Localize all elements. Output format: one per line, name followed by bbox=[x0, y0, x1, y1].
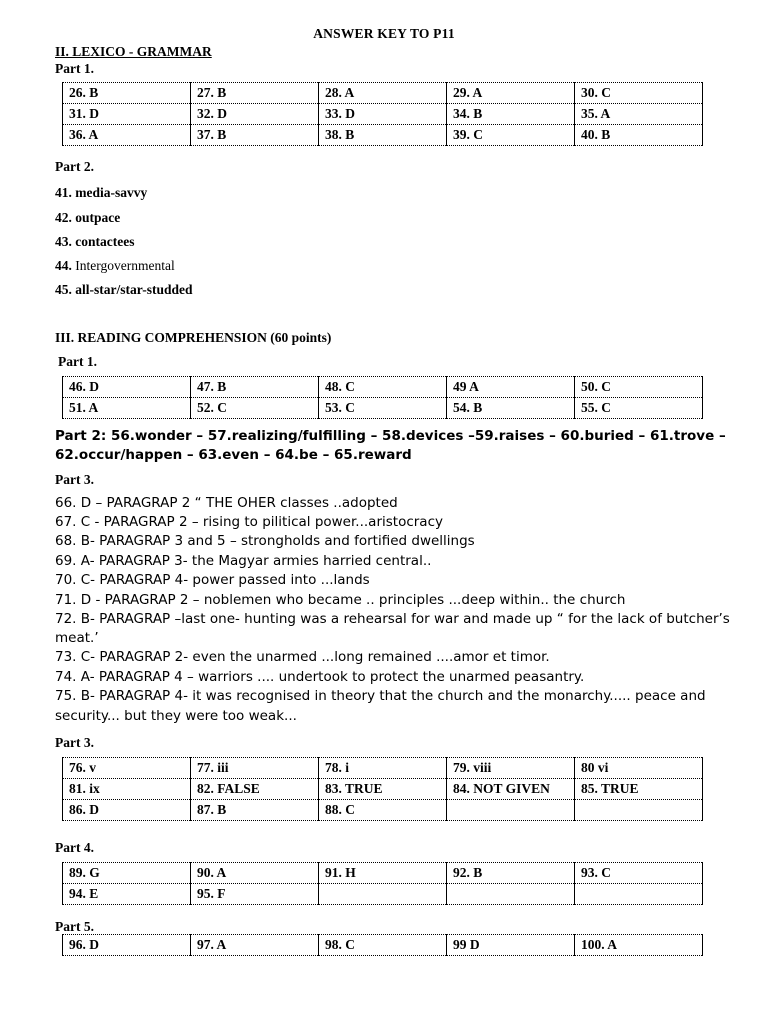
lexico-part1-label: Part 1. bbox=[55, 61, 94, 76]
reading-part4-table bbox=[62, 862, 703, 905]
answer-cell: 31. D bbox=[63, 104, 191, 125]
answer-cell: 38. B bbox=[319, 125, 447, 146]
word-item bbox=[55, 234, 134, 250]
answer-cell: 99 D bbox=[447, 935, 575, 956]
answer-cell: 91. H bbox=[319, 863, 447, 884]
answer-cell bbox=[575, 800, 703, 821]
answer-cell: 37. B bbox=[191, 125, 319, 146]
paragraph-line: 66. D – PARAGRAP 2 “ THE OHER classes ..adopted bbox=[55, 495, 398, 511]
table-row bbox=[63, 758, 703, 779]
answer-cell: 76. v bbox=[63, 758, 191, 779]
answer-cell: 86. D bbox=[63, 800, 191, 821]
table-row bbox=[63, 935, 703, 956]
table-row bbox=[63, 125, 703, 146]
answer-cell: 100. A bbox=[575, 935, 703, 956]
paragraph-line: 69. A- PARAGRAP 3- the Magyar armies harried central.. bbox=[55, 553, 432, 569]
answer-cell: 81. ix bbox=[63, 779, 191, 800]
word-text: outpace bbox=[75, 210, 121, 225]
reading-part3b-table bbox=[62, 757, 703, 821]
table-row bbox=[63, 104, 703, 125]
word-item bbox=[55, 210, 120, 226]
answer-cell: 36. A bbox=[63, 125, 191, 146]
table-row bbox=[63, 884, 703, 905]
answer-cell: 32. D bbox=[191, 104, 319, 125]
reading-part2-line-2: 62.occur/happen – 63.even – 64.be – 65.reward bbox=[55, 447, 412, 463]
answer-cell: 94. E bbox=[63, 884, 191, 905]
reading-part3-label: Part 3. bbox=[55, 472, 94, 487]
answer-cell: 51. A bbox=[63, 398, 191, 419]
word-text: contactees bbox=[75, 234, 135, 249]
answer-cell: 83. TRUE bbox=[319, 779, 447, 800]
word-item bbox=[55, 258, 175, 274]
word-item bbox=[55, 282, 193, 298]
reading-part5-table bbox=[62, 934, 703, 956]
answer-cell: 26. B bbox=[63, 83, 191, 104]
reading-heading: III. READING COMPREHENSION (60 points) bbox=[55, 330, 332, 345]
answer-cell: 97. A bbox=[191, 935, 319, 956]
answer-cell: 95. F bbox=[191, 884, 319, 905]
answer-cell: 33. D bbox=[319, 104, 447, 125]
answer-cell: 78. i bbox=[319, 758, 447, 779]
word-text: Intergovernmental bbox=[75, 258, 175, 273]
reading-part5-label: Part 5. bbox=[55, 919, 94, 934]
word-number: 45. bbox=[55, 282, 72, 297]
answer-cell bbox=[319, 884, 447, 905]
answer-cell: 79. viii bbox=[447, 758, 575, 779]
paragraph-line: 70. C- PARAGRAP 4- power passed into ...lands bbox=[55, 572, 370, 588]
reading-part4-label: Part 4. bbox=[55, 840, 94, 855]
answer-cell bbox=[447, 800, 575, 821]
table-row bbox=[63, 863, 703, 884]
answer-cell: 55. C bbox=[575, 398, 703, 419]
lexico-heading: II. LEXICO - GRAMMAR bbox=[55, 44, 212, 59]
answer-cell: 90. A bbox=[191, 863, 319, 884]
word-number: 43. bbox=[55, 234, 72, 249]
answer-cell: 47. B bbox=[191, 377, 319, 398]
paragraph-line: 71. D - PARAGRAP 2 – noblemen who became .. principles ...deep within.. the church bbox=[55, 592, 626, 608]
page-title: ANSWER KEY TO P11 bbox=[313, 26, 455, 41]
paragraph-line: 72. B- PARAGRAP –last one- hunting was a rehearsal for war and made up “ for the lack of butcher’s bbox=[55, 611, 730, 627]
answer-cell: 34. B bbox=[447, 104, 575, 125]
answer-cell: 46. D bbox=[63, 377, 191, 398]
answer-cell: 85. TRUE bbox=[575, 779, 703, 800]
lexico-part1-table bbox=[62, 82, 703, 146]
table-row bbox=[63, 377, 703, 398]
answer-cell: 48. C bbox=[319, 377, 447, 398]
answer-cell: 96. D bbox=[63, 935, 191, 956]
paragraph-line: meat.’ bbox=[55, 630, 99, 646]
answer-cell: 93. C bbox=[575, 863, 703, 884]
answer-cell: 27. B bbox=[191, 83, 319, 104]
word-text: all-star/star-studded bbox=[75, 282, 193, 297]
paragraph-line: security... but they were too weak... bbox=[55, 708, 297, 724]
answer-cell: 84. NOT GIVEN bbox=[447, 779, 575, 800]
answer-cell: 40. B bbox=[575, 125, 703, 146]
answer-cell bbox=[447, 884, 575, 905]
paragraph-line: 75. B- PARAGRAP 4- it was recognised in theory that the church and the monarchy..... peace and bbox=[55, 688, 706, 704]
paragraph-line: 68. B- PARAGRAP 3 and 5 – strongholds and fortified dwellings bbox=[55, 533, 475, 549]
answer-cell: 87. B bbox=[191, 800, 319, 821]
word-number: 44. bbox=[55, 258, 72, 273]
answer-cell: 82. FALSE bbox=[191, 779, 319, 800]
reading-part3b-label: Part 3. bbox=[55, 735, 94, 750]
answer-cell bbox=[575, 884, 703, 905]
answer-cell: 53. C bbox=[319, 398, 447, 419]
answer-cell: 54. B bbox=[447, 398, 575, 419]
answer-cell: 28. A bbox=[319, 83, 447, 104]
table-row bbox=[63, 398, 703, 419]
reading-part1-label: Part 1. bbox=[58, 354, 97, 369]
answer-cell: 98. C bbox=[319, 935, 447, 956]
answer-cell: 92. B bbox=[447, 863, 575, 884]
answer-cell: 49 A bbox=[447, 377, 575, 398]
word-item bbox=[55, 185, 147, 201]
table-row bbox=[63, 779, 703, 800]
reading-part1-table bbox=[62, 376, 703, 419]
table-row bbox=[63, 83, 703, 104]
answer-cell: 50. C bbox=[575, 377, 703, 398]
answer-cell: 35. A bbox=[575, 104, 703, 125]
word-text: media-savvy bbox=[75, 185, 148, 200]
lexico-part2-label: Part 2. bbox=[55, 159, 94, 174]
paragraph-line: 74. A- PARAGRAP 4 – warriors .... undertook to protect the unarmed peasantry. bbox=[55, 669, 585, 685]
answer-cell: 29. A bbox=[447, 83, 575, 104]
reading-part2-line-1: Part 2: 56.wonder – 57.realizing/fulfilling – 58.devices –59.raises – 60.buried – 61.trove – bbox=[55, 428, 726, 444]
answer-cell: 88. C bbox=[319, 800, 447, 821]
answer-cell: 80 vi bbox=[575, 758, 703, 779]
answer-cell: 77. iii bbox=[191, 758, 319, 779]
answer-cell: 30. C bbox=[575, 83, 703, 104]
answer-cell: 39. C bbox=[447, 125, 575, 146]
answer-cell: 89. G bbox=[63, 863, 191, 884]
paragraph-line: 73. C- PARAGRAP 2- even the unarmed ...long remained ....amor et timor. bbox=[55, 649, 550, 665]
word-number: 42. bbox=[55, 210, 72, 225]
answer-cell: 52. C bbox=[191, 398, 319, 419]
table-row bbox=[63, 800, 703, 821]
paragraph-line: 67. C - PARAGRAP 2 – rising to pilitical power...aristocracy bbox=[55, 514, 443, 530]
word-number: 41. bbox=[55, 185, 72, 200]
